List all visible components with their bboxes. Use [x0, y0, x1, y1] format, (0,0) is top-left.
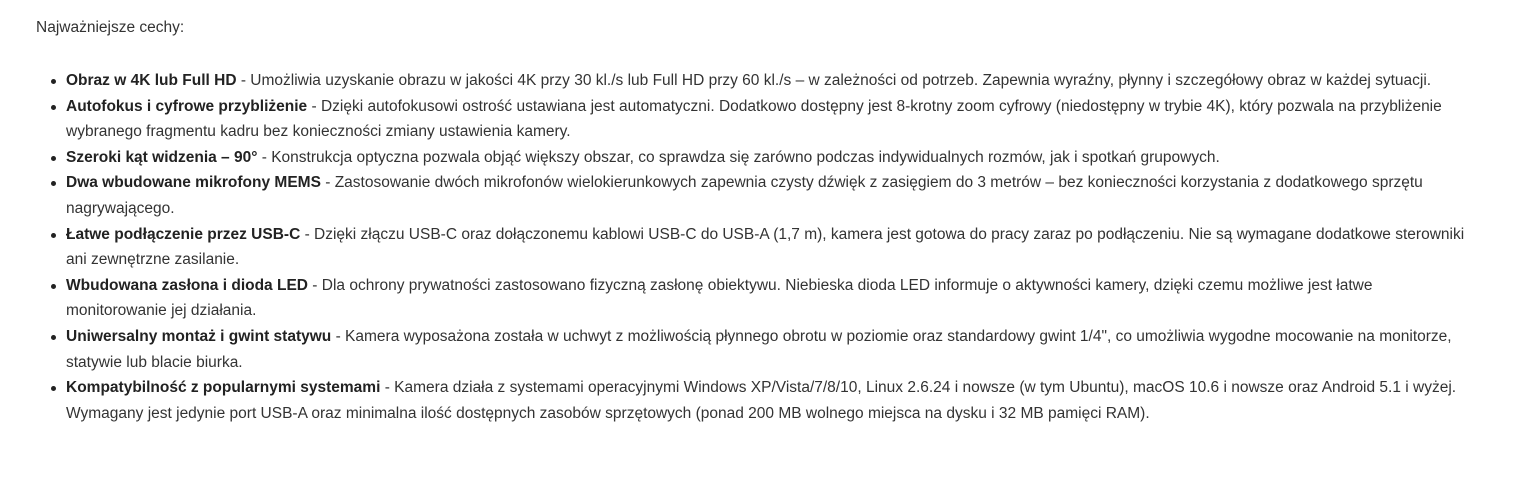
bullet-icon — [51, 156, 56, 161]
feature-title: Uniwersalny montaż i gwint statywu — [66, 327, 332, 345]
feature-description: Umożliwia uzyskanie obrazu w jakości 4K przy 30 kl./s lub Full HD przy 60 kl./s – w zależności od potrzeb. Zapewnia wyraźny, płynny i szczegółowy obraz w każdej sytuacji. — [250, 72, 1432, 89]
bullet-icon — [51, 335, 56, 340]
feature-separator: - — [257, 148, 272, 166]
feature-description: Konstrukcja optyczna pozwala objąć większy obszar, co sprawdza się zarówno podczas indywidualnych rozmów, jak i spotkań grupowych. — [271, 148, 1220, 166]
feature-separator: - — [307, 97, 321, 115]
feature-title: Dwa wbudowane mikrofony MEMS — [66, 174, 321, 192]
feature-item — [36, 375, 1476, 426]
feature-title: Autofokus i cyfrowe przybliżenie — [66, 97, 308, 115]
bullet-icon — [51, 79, 56, 84]
feature-title: Wbudowana zasłona i dioda LED — [66, 276, 308, 294]
product-features-section — [36, 18, 1476, 426]
feature-separator: - — [307, 276, 322, 294]
bullet-icon — [51, 284, 56, 289]
feature-title: Kompatybilność z popularnymi systemami — [66, 379, 381, 397]
feature-description: Kamera działa z systemami operacyjnymi Windows XP/Vista/7/8/10, Linux 2.6.24 i nowsze (w tym Ubuntu), macOS 10.6 i nowsze oraz Android 5.1 i wyżej. Wymagany jest jedynie port USB-A oraz minimalna ilość dostępnych zasobów sprzętowych (ponad 200 MB wolnego miejsca na dysku i 32 MB pamięci RAM). — [66, 379, 1457, 422]
feature-item — [36, 170, 1476, 221]
feature-title: Szeroki kąt widzenia – 90° — [66, 148, 258, 166]
feature-description: Zastosowanie dwóch mikrofonów wielokierunkowych zapewnia czysty dźwięk z zasięgiem do 3 metrów – bez konieczności korzystania z dodatkowego sprzętu nagrywającego. — [66, 174, 1423, 217]
feature-separator: - — [236, 72, 251, 89]
features-heading: Najważniejsze cechy: — [36, 19, 185, 36]
bullet-icon — [51, 181, 56, 186]
feature-list — [36, 68, 1476, 426]
feature-item — [36, 94, 1476, 145]
feature-separator: - — [331, 327, 346, 345]
feature-description: Kamera wyposażona została w uchwyt z możliwością płynnego obrotu w poziomie oraz standardowy gwint 1/4", co umożliwia wygodne mocowanie na monitorze, statywie lub blacie biurka. — [66, 327, 1452, 371]
feature-separator: - — [300, 225, 315, 243]
feature-item — [36, 273, 1476, 324]
feature-description: Dzięki autofokusowi ostrość ustawiana jest automatyczni. Dodatkowo dostępny jest 8-krotny zoom cyfrowy (niedostępny w trybie 4K), który pozwala na przybliżenie wybranego fragmentu kadru bez konieczności zmiany ustawienia kamery. — [66, 97, 1442, 141]
feature-separator: - — [380, 379, 395, 397]
bullet-icon — [51, 386, 56, 391]
feature-title: Obraz w 4K lub Full HD — [66, 72, 237, 89]
feature-description: Dzięki złączu USB-C oraz dołączonemu kablowi USB-C do USB-A (1,7 m), kamera jest gotowa do pracy zaraz po podłączeniu. Nie są wymagane dodatkowe sterowniki ani zewnętrzne zasilanie. — [66, 225, 1465, 269]
feature-description: Dla ochrony prywatności zastosowano fizyczną zasłonę obiektywu. Niebieska dioda LED informuje o aktywności kamery, dzięki czemu możliwe jest łatwe monitorowanie jej działania. — [66, 276, 1373, 320]
bullet-icon — [51, 233, 56, 238]
feature-item — [36, 145, 1476, 171]
feature-separator: - — [320, 174, 335, 192]
feature-item — [36, 324, 1476, 375]
bullet-icon — [51, 105, 56, 110]
feature-item — [36, 222, 1476, 273]
feature-title: Łatwe podłączenie przez USB-C — [66, 225, 301, 243]
feature-item — [36, 68, 1476, 94]
